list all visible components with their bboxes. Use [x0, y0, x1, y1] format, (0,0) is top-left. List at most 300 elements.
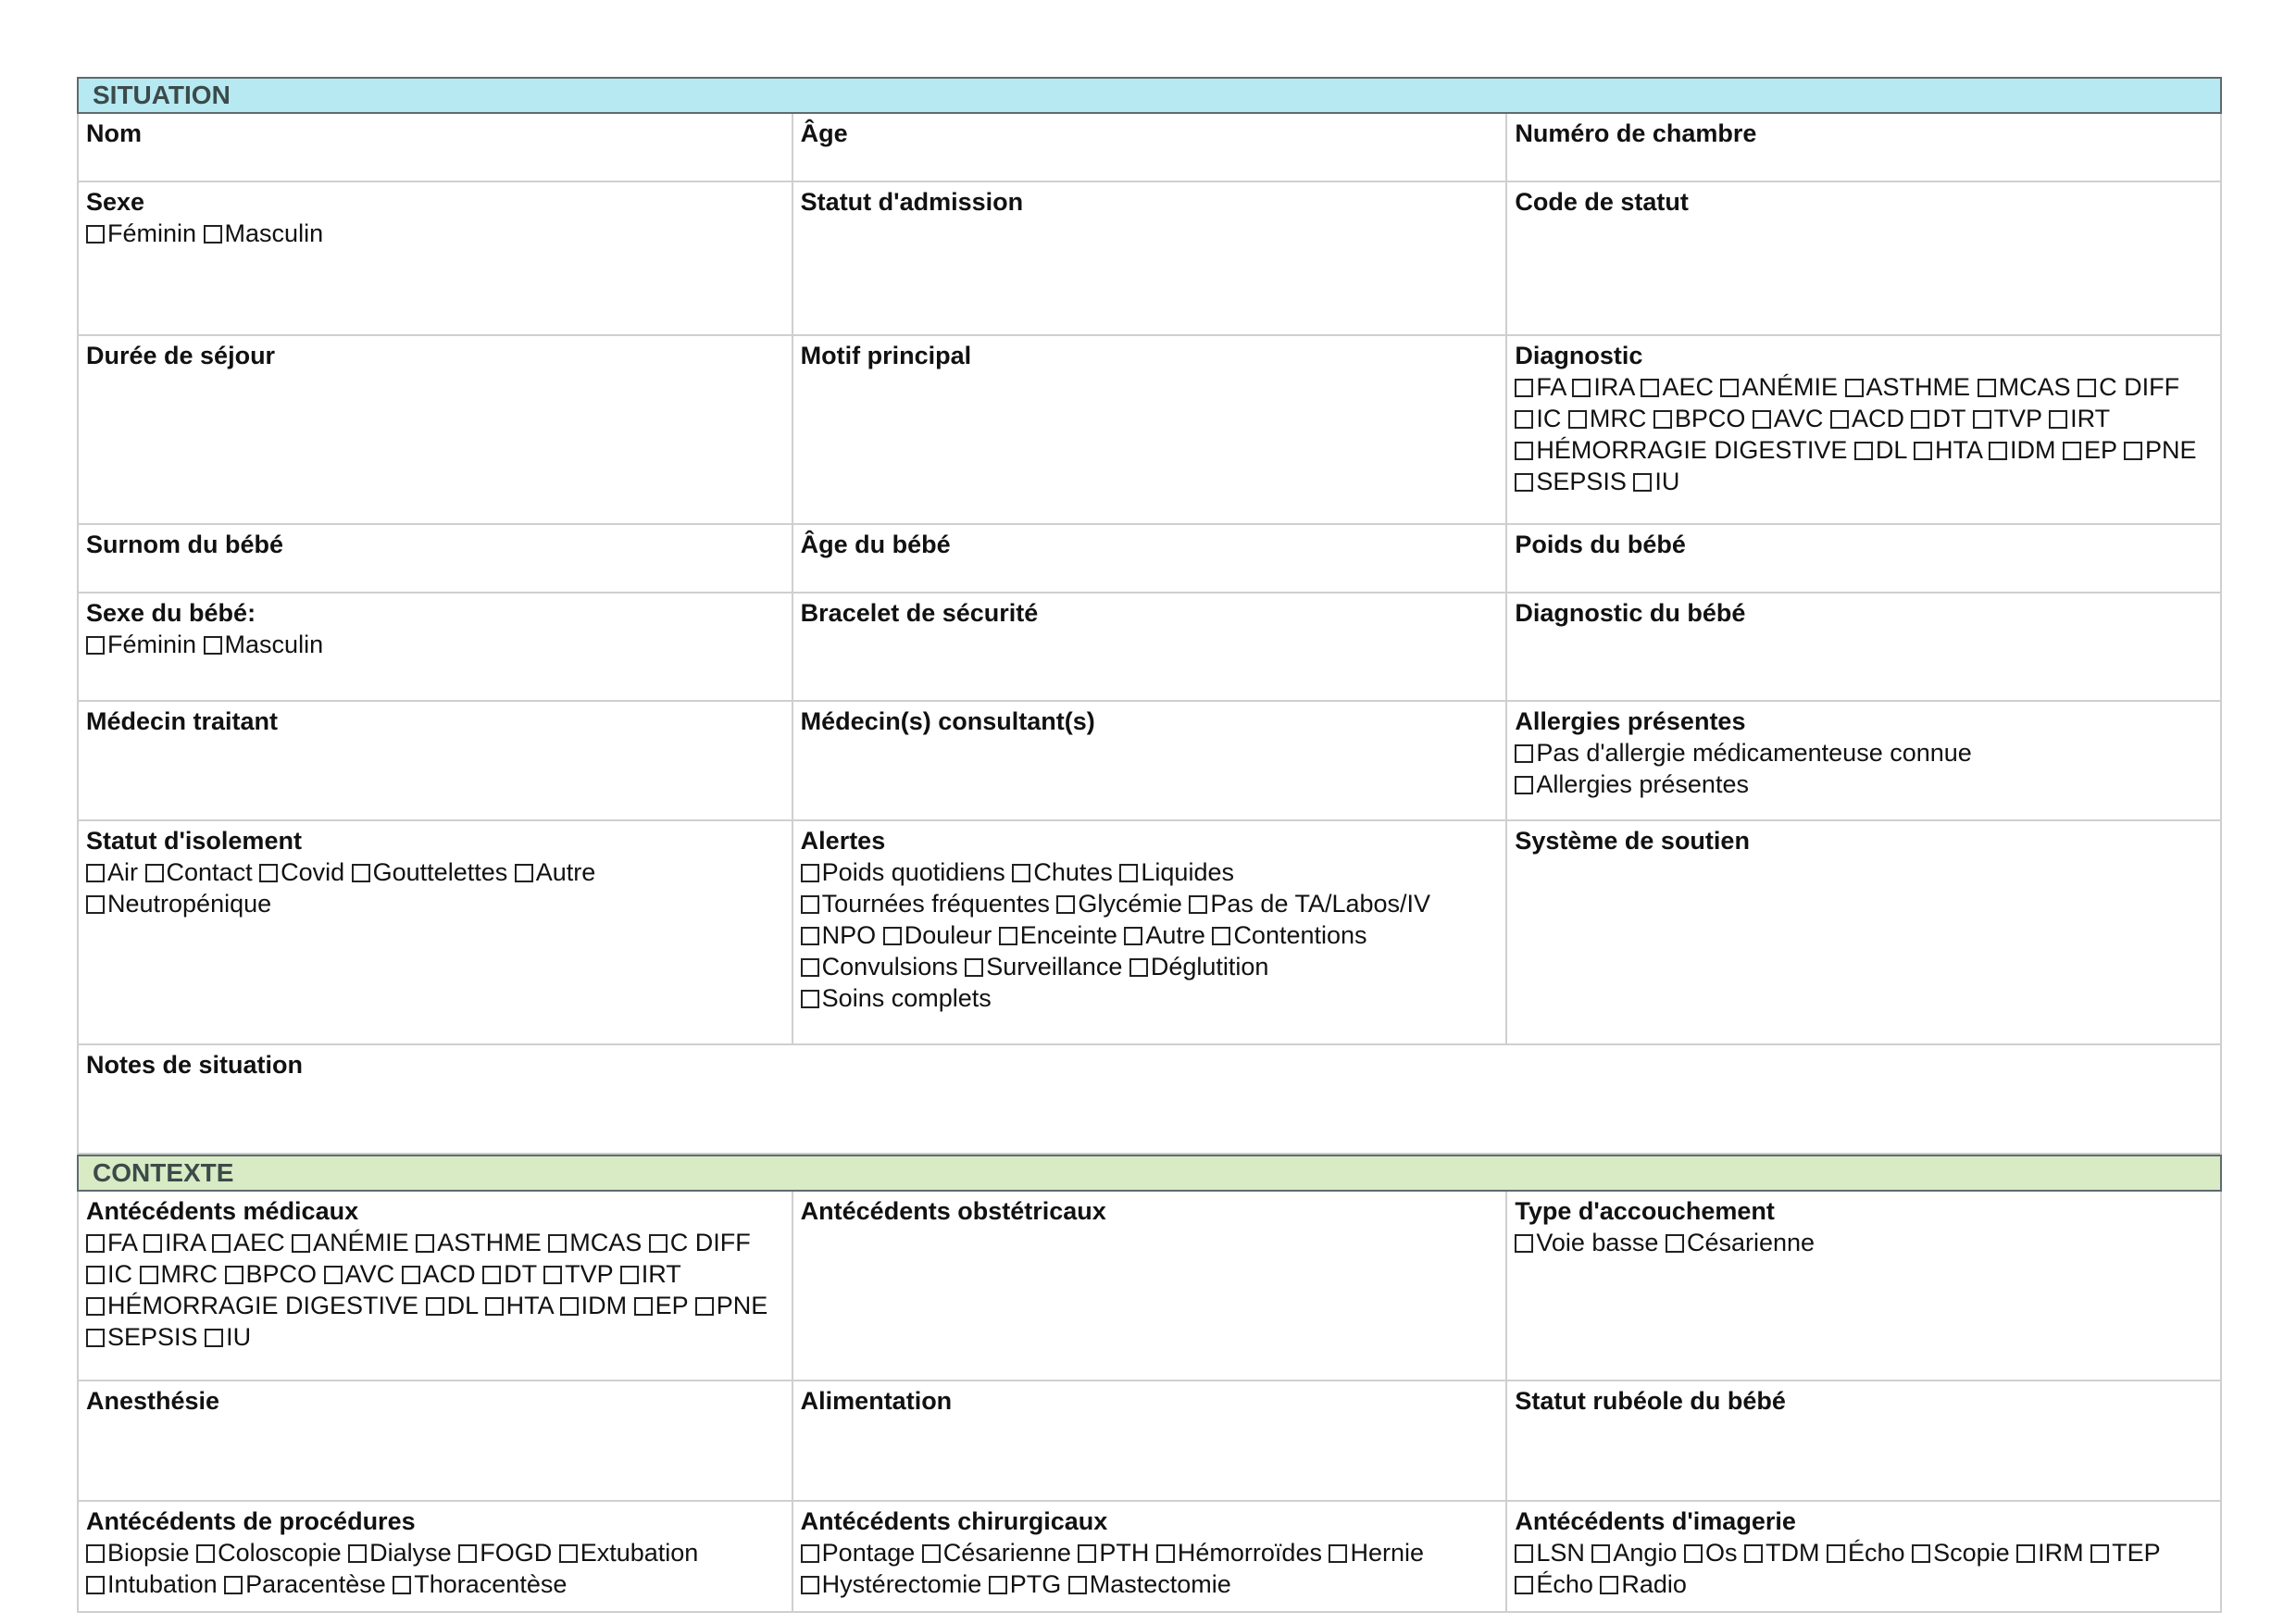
checkbox-option[interactable] [1515, 739, 1971, 767]
checkbox-option[interactable] [86, 890, 271, 918]
checkbox-icon[interactable] [1124, 927, 1142, 945]
checkbox-icon[interactable] [1989, 442, 2007, 460]
checkbox-option[interactable] [801, 1570, 982, 1598]
checkbox-icon[interactable] [352, 864, 370, 882]
checkbox-icon[interactable] [1515, 442, 1533, 460]
field-poids-du-bebe[interactable] [1507, 525, 2220, 592]
checkbox-line [801, 919, 1499, 951]
checkbox-option[interactable] [2016, 1539, 2084, 1567]
checkbox-option[interactable] [1124, 921, 1205, 949]
checkbox-icon[interactable] [2124, 442, 2142, 460]
checkbox-icon[interactable] [543, 1266, 562, 1284]
checkbox-option[interactable] [543, 1260, 613, 1288]
field-anesthesie[interactable] [79, 1381, 793, 1500]
checkbox-option[interactable] [801, 858, 1005, 886]
checkbox-option[interactable] [1911, 405, 1965, 432]
checkbox-option[interactable] [1973, 405, 2042, 432]
checkbox-icon[interactable] [1189, 895, 1207, 914]
field-antecedents-medicaux[interactable] [79, 1192, 793, 1380]
checkbox-icon[interactable] [1633, 473, 1652, 492]
checkbox-option[interactable] [1012, 858, 1113, 886]
checkbox-icon[interactable] [1720, 379, 1739, 397]
checkbox-option[interactable] [1720, 373, 1838, 401]
checkbox-icon[interactable] [140, 1266, 158, 1284]
checkbox-option[interactable] [1653, 405, 1746, 432]
checkbox-option[interactable] [634, 1292, 689, 1319]
form-row [77, 525, 2222, 593]
checkbox-icon[interactable] [1068, 1576, 1087, 1594]
checkbox-option[interactable] [204, 219, 324, 247]
checkbox-icon[interactable] [1056, 895, 1075, 914]
checkbox-icon[interactable] [482, 1266, 501, 1284]
checkbox-icon[interactable] [426, 1297, 444, 1316]
checkbox-icon[interactable] [548, 1234, 567, 1253]
field-label: Code de statut [1515, 188, 1689, 216]
checkbox-label: Biopsie [107, 1539, 190, 1567]
checkbox-icon[interactable] [324, 1266, 343, 1284]
checkbox-option[interactable] [225, 1260, 318, 1288]
checkbox-icon[interactable] [1012, 864, 1030, 882]
form-row [77, 114, 2222, 182]
field-label: Nom [86, 119, 142, 147]
checkbox-option[interactable] [1633, 468, 1679, 495]
field-nom[interactable] [79, 114, 793, 181]
checkbox-icon[interactable] [144, 1234, 162, 1253]
checkbox-label: Angio [1613, 1539, 1678, 1567]
checkbox-label: TDM [1766, 1539, 1820, 1567]
checkbox-icon[interactable] [801, 927, 819, 945]
checkbox-option[interactable] [1989, 436, 2056, 464]
field-alertes[interactable] [793, 821, 1508, 1043]
checkbox-label: C DIFF [669, 1229, 751, 1256]
checkbox-option[interactable] [144, 1229, 206, 1256]
checkbox-icon[interactable] [1515, 1234, 1533, 1253]
checkbox-icon[interactable] [224, 1576, 243, 1594]
field-statut-rubeole-du-bebe[interactable] [1507, 1381, 2220, 1500]
checkbox-label: MCAS [1998, 373, 2071, 401]
checkbox-icon[interactable] [485, 1297, 504, 1316]
checkbox-option[interactable] [801, 921, 877, 949]
checkbox-option[interactable] [695, 1292, 768, 1319]
checkbox-option[interactable] [1845, 373, 1971, 401]
checkbox-label: EP [655, 1292, 689, 1319]
checkbox-icon[interactable] [196, 1544, 215, 1563]
checkbox-option[interactable] [224, 1570, 386, 1598]
form-row [77, 182, 2222, 336]
checkbox-icon[interactable] [1827, 1544, 1845, 1563]
checkbox-option[interactable] [292, 1229, 409, 1256]
checkbox-option[interactable] [1515, 770, 1749, 798]
field-label: Allergies présentes [1515, 707, 1746, 735]
field-label: Durée de séjour [86, 342, 276, 369]
checkbox-icon[interactable] [560, 1297, 579, 1316]
checkbox-icon[interactable] [649, 1234, 668, 1253]
checkbox-label: SEPSIS [1536, 468, 1627, 495]
checkbox-label: Pas d'allergie médicamenteuse connue [1536, 739, 1972, 767]
checkbox-option[interactable] [1666, 1229, 1815, 1256]
checkbox-label: MRC [1589, 405, 1647, 432]
field-numero-de-chambre[interactable] [1507, 114, 2220, 181]
checkbox-icon[interactable] [559, 1544, 578, 1563]
checkbox-label: IRT [641, 1260, 681, 1288]
checkbox-label: SEPSIS [107, 1323, 198, 1351]
checkbox-icon[interactable] [86, 1544, 105, 1563]
checkbox-option[interactable] [801, 984, 992, 1012]
checkbox-icon[interactable] [1845, 379, 1864, 397]
checkbox-line [1515, 1537, 2213, 1568]
checkbox-option[interactable] [402, 1260, 476, 1288]
checkbox-icon[interactable] [393, 1576, 411, 1594]
checkbox-option[interactable] [999, 921, 1117, 949]
checkbox-icon[interactable] [1744, 1544, 1763, 1563]
field-medecin-traitant[interactable] [79, 702, 793, 819]
checkbox-icon[interactable] [1568, 410, 1587, 429]
field-statut-d-admission[interactable] [793, 182, 1508, 334]
field-label: Type d'accouchement [1515, 1197, 1775, 1225]
checkbox-option[interactable] [989, 1570, 1062, 1598]
section-header-situation: SITUATION [77, 77, 2222, 114]
field-bracelet-de-securite[interactable] [793, 593, 1508, 700]
checkbox-option[interactable] [1515, 405, 1561, 432]
checkbox-icon[interactable] [695, 1297, 714, 1316]
checkbox-icon[interactable] [1591, 1544, 1610, 1563]
checkbox-option[interactable] [560, 1292, 628, 1319]
checkbox-option[interactable] [1854, 436, 1907, 464]
checkbox-icon[interactable] [1600, 1576, 1618, 1594]
field-alimentation[interactable] [793, 1381, 1508, 1500]
checkbox-icon[interactable] [1515, 744, 1533, 763]
checkbox-option[interactable] [86, 1570, 218, 1598]
checkbox-line [86, 1537, 784, 1568]
checkbox-icon[interactable] [1641, 379, 1659, 397]
field-label: Âge [800, 119, 848, 147]
field-medecin-s-consultant-s[interactable] [793, 702, 1508, 819]
checkbox-option[interactable] [1068, 1570, 1231, 1598]
checkbox-line [86, 856, 784, 888]
field-age-du-bebe[interactable] [793, 525, 1508, 592]
field-label: Numéro de chambre [1515, 119, 1757, 147]
checkbox-icon[interactable] [1973, 410, 1991, 429]
checkbox-option[interactable] [1912, 1539, 2010, 1567]
checkbox-label: Déglutition [1150, 953, 1269, 981]
checkbox-icon[interactable] [86, 1329, 105, 1347]
checkbox-option[interactable] [1572, 373, 1634, 401]
field-antecedents-obstetricaux[interactable] [793, 1192, 1508, 1380]
checkbox-option[interactable] [205, 1323, 251, 1351]
checkbox-line [1515, 466, 2213, 497]
checkbox-label: ASTHME [437, 1229, 542, 1256]
checkbox-label: ASTHME [1866, 373, 1971, 401]
checkbox-option[interactable] [1753, 405, 1824, 432]
checkbox-option[interactable] [1156, 1539, 1322, 1567]
checkbox-option[interactable] [352, 858, 508, 886]
checkbox-group [1515, 737, 2213, 800]
field-age[interactable] [793, 114, 1508, 181]
checkbox-option[interactable] [1119, 858, 1234, 886]
checkbox-icon[interactable] [416, 1234, 434, 1253]
checkbox-icon[interactable] [801, 864, 819, 882]
checkbox-option[interactable] [416, 1229, 542, 1256]
checkbox-option[interactable] [649, 1229, 751, 1256]
checkbox-option[interactable] [2078, 373, 2179, 401]
checkbox-icon[interactable] [2016, 1544, 2035, 1563]
checkbox-label: Pas de TA/Labos/IV [1210, 890, 1431, 918]
checkbox-label: Tournées fréquentes [821, 890, 1050, 918]
checkbox-icon[interactable] [2090, 1544, 2109, 1563]
checkbox-option[interactable] [1600, 1570, 1687, 1598]
checkbox-icon[interactable] [1515, 1544, 1533, 1563]
field-label: Médecin(s) consultant(s) [800, 707, 1095, 735]
checkbox-option[interactable] [801, 890, 1050, 918]
checkbox-option[interactable] [86, 219, 196, 247]
checkbox-option[interactable] [145, 858, 253, 886]
checkbox-icon[interactable] [1914, 442, 1932, 460]
checkbox-option[interactable] [548, 1229, 642, 1256]
checkbox-icon[interactable] [86, 1576, 105, 1594]
checkbox-option[interactable] [883, 921, 992, 949]
checkbox-option[interactable] [965, 953, 1122, 981]
checkbox-option[interactable] [324, 1260, 395, 1288]
checkbox-icon[interactable] [989, 1576, 1007, 1594]
checkbox-label: Contact [166, 858, 253, 886]
checkbox-option[interactable] [458, 1539, 552, 1567]
checkbox-icon[interactable] [225, 1266, 243, 1284]
field-surnom-du-bebe[interactable] [79, 525, 793, 592]
field-systeme-de-soutien[interactable] [1507, 821, 2220, 1043]
checkbox-label: Enceinte [1019, 921, 1117, 949]
checkbox-option[interactable] [204, 631, 324, 658]
checkbox-icon[interactable] [86, 864, 105, 882]
checkbox-option[interactable] [1129, 953, 1269, 981]
checkbox-icon[interactable] [1684, 1544, 1703, 1563]
checkbox-option[interactable] [1515, 373, 1566, 401]
checkbox-icon[interactable] [145, 864, 164, 882]
field-diagnostic[interactable] [1507, 336, 2220, 523]
field-label: Alertes [800, 827, 886, 855]
checkbox-icon[interactable] [1653, 410, 1672, 429]
checkbox-option[interactable] [348, 1539, 452, 1567]
checkbox-label: AVC [1773, 405, 1824, 432]
checkbox-option[interactable] [801, 953, 958, 981]
checkbox-label: DL [446, 1292, 479, 1319]
checkbox-label: IRA [1593, 373, 1634, 401]
checkbox-icon[interactable] [1156, 1544, 1175, 1563]
checkbox-icon[interactable] [86, 1234, 105, 1253]
field-allergies-presentes[interactable] [1507, 702, 2220, 819]
checkbox-option[interactable] [482, 1260, 537, 1288]
checkbox-option[interactable] [86, 1539, 190, 1567]
checkbox-icon[interactable] [1854, 442, 1873, 460]
checkbox-option[interactable] [86, 858, 138, 886]
field-sexe-du-bebe[interactable] [79, 593, 793, 700]
checkbox-option[interactable] [86, 1323, 198, 1351]
checkbox-icon[interactable] [883, 927, 902, 945]
checkbox-line [801, 888, 1499, 919]
checkbox-option[interactable] [1515, 1570, 1593, 1598]
field-type-d-accouchement[interactable] [1507, 1192, 2220, 1380]
checkbox-option[interactable] [1515, 1229, 1658, 1256]
checkbox-icon[interactable] [1830, 410, 1849, 429]
checkbox-option[interactable] [1914, 436, 1982, 464]
checkbox-label: Liquides [1141, 858, 1234, 886]
checkbox-option[interactable] [426, 1292, 479, 1319]
checkbox-icon[interactable] [2063, 442, 2081, 460]
checkbox-icon[interactable] [205, 1329, 223, 1347]
field-antecedents-d-imagerie[interactable] [1507, 1502, 2220, 1611]
checkbox-option[interactable] [559, 1539, 699, 1567]
checkbox-icon[interactable] [1515, 1576, 1533, 1594]
checkbox-label: ANÉMIE [1741, 373, 1839, 401]
checkbox-option[interactable] [1515, 468, 1627, 495]
checkbox-option[interactable] [1329, 1539, 1424, 1567]
checkbox-icon[interactable] [402, 1266, 420, 1284]
field-statut-d-isolement[interactable] [79, 821, 793, 1043]
checkbox-option[interactable] [2063, 436, 2117, 464]
checkbox-icon[interactable] [204, 225, 222, 244]
checkbox-option[interactable] [801, 1539, 916, 1567]
field-sexe[interactable] [79, 182, 793, 334]
checkbox-option[interactable] [1591, 1539, 1677, 1567]
checkbox-icon[interactable] [965, 958, 983, 977]
section-grid-contexte [77, 1192, 2222, 1613]
checkbox-icon[interactable] [458, 1544, 477, 1563]
checkbox-icon[interactable] [1515, 776, 1533, 794]
checkbox-icon[interactable] [1911, 410, 1929, 429]
checkbox-icon[interactable] [212, 1234, 231, 1253]
checkbox-option[interactable] [86, 1292, 418, 1319]
checkbox-label: Masculin [224, 631, 324, 658]
checkbox-icon[interactable] [801, 1544, 819, 1563]
checkbox-option[interactable] [2090, 1539, 2161, 1567]
checkbox-option[interactable] [1515, 1539, 1585, 1567]
checkbox-label: IDM [580, 1292, 628, 1319]
checkbox-option[interactable] [1830, 405, 1904, 432]
checkbox-option[interactable] [620, 1260, 681, 1288]
checkbox-option[interactable] [1212, 921, 1366, 949]
checkbox-icon[interactable] [259, 864, 278, 882]
checkbox-label: Voie basse [1536, 1229, 1659, 1256]
checkbox-option[interactable] [1515, 436, 1847, 464]
checkbox-option[interactable] [2124, 436, 2197, 464]
checkbox-icon[interactable] [1119, 864, 1138, 882]
checkbox-line [801, 1537, 1499, 1568]
checkbox-icon[interactable] [2049, 410, 2067, 429]
checkbox-group [86, 218, 784, 249]
checkbox-option[interactable] [1684, 1539, 1738, 1567]
form-row [77, 1502, 2222, 1613]
field-label: Motif principal [800, 342, 972, 369]
checkbox-icon[interactable] [999, 927, 1017, 945]
checkbox-icon[interactable] [1572, 379, 1591, 397]
checkbox-icon[interactable] [86, 636, 105, 655]
checkbox-icon[interactable] [1515, 473, 1533, 492]
checkbox-icon[interactable] [1515, 379, 1533, 397]
checkbox-option[interactable] [393, 1570, 567, 1598]
field-code-de-statut[interactable] [1507, 182, 2220, 334]
checkbox-icon[interactable] [801, 895, 819, 914]
checkbox-option[interactable] [259, 858, 344, 886]
checkbox-option[interactable] [86, 1229, 137, 1256]
checkbox-icon[interactable] [86, 895, 105, 914]
field-motif-principal[interactable] [793, 336, 1508, 523]
checkbox-option[interactable] [922, 1539, 1071, 1567]
checkbox-icon[interactable] [2078, 379, 2096, 397]
checkbox-icon[interactable] [1666, 1234, 1684, 1253]
field-antecedents-de-procedures[interactable] [79, 1502, 793, 1611]
form-row [77, 1045, 2222, 1155]
checkbox-option[interactable] [1189, 890, 1430, 918]
field-diagnostic-du-bebe[interactable] [1507, 593, 2220, 700]
checkbox-label: DT [1932, 405, 1965, 432]
checkbox-option[interactable] [2049, 405, 2110, 432]
checkbox-label: Intubation [107, 1570, 218, 1598]
checkbox-icon[interactable] [922, 1544, 941, 1563]
checkbox-label: C DIFF [2099, 373, 2180, 401]
checkbox-option[interactable] [1078, 1539, 1149, 1567]
checkbox-option[interactable] [1568, 405, 1647, 432]
checkbox-icon[interactable] [1515, 410, 1533, 429]
checkbox-option[interactable] [212, 1229, 285, 1256]
form-row [77, 821, 2222, 1045]
checkbox-label: ACD [422, 1260, 476, 1288]
checkbox-icon[interactable] [1978, 379, 1996, 397]
field-notes-de-situation[interactable] [79, 1045, 2220, 1153]
checkbox-icon[interactable] [801, 1576, 819, 1594]
checkbox-option[interactable] [1978, 373, 2071, 401]
checkbox-option[interactable] [1641, 373, 1714, 401]
checkbox-icon[interactable] [1078, 1544, 1096, 1563]
checkbox-icon[interactable] [620, 1266, 639, 1284]
checkbox-label: Neutropénique [107, 890, 272, 918]
checkbox-option[interactable] [515, 858, 596, 886]
checkbox-icon[interactable] [1912, 1544, 1930, 1563]
checkbox-option[interactable] [1056, 890, 1182, 918]
checkbox-option[interactable] [86, 631, 196, 658]
checkbox-icon[interactable] [292, 1234, 310, 1253]
checkbox-label: Mastectomie [1089, 1570, 1231, 1598]
field-antecedents-chirurgicaux[interactable] [793, 1502, 1508, 1611]
checkbox-line [801, 856, 1499, 888]
checkbox-icon[interactable] [204, 636, 222, 655]
checkbox-label: Air [107, 858, 138, 886]
checkbox-icon[interactable] [801, 990, 819, 1008]
checkbox-icon[interactable] [634, 1297, 653, 1316]
checkbox-option[interactable] [86, 1260, 132, 1288]
field-duree-de-sejour[interactable] [79, 336, 793, 523]
checkbox-label: HÉMORRAGIE DIGESTIVE [107, 1292, 419, 1319]
checkbox-option[interactable] [1744, 1539, 1819, 1567]
checkbox-icon[interactable] [86, 1266, 105, 1284]
checkbox-label: FA [107, 1229, 137, 1256]
checkbox-icon[interactable] [515, 864, 533, 882]
checkbox-label: AEC [1662, 373, 1714, 401]
checkbox-icon[interactable] [1212, 927, 1230, 945]
checkbox-option[interactable] [140, 1260, 218, 1288]
checkbox-icon[interactable] [1753, 410, 1771, 429]
checkbox-option[interactable] [485, 1292, 554, 1319]
checkbox-icon[interactable] [348, 1544, 367, 1563]
checkbox-icon[interactable] [86, 1297, 105, 1316]
checkbox-label: IRT [2070, 405, 2111, 432]
checkbox-icon[interactable] [86, 225, 105, 244]
checkbox-option[interactable] [1827, 1539, 1905, 1567]
checkbox-line [1515, 434, 2213, 466]
checkbox-icon[interactable] [1129, 958, 1148, 977]
checkbox-icon[interactable] [801, 958, 819, 977]
checkbox-icon[interactable] [1329, 1544, 1347, 1563]
checkbox-label: Féminin [107, 631, 197, 658]
checkbox-option[interactable] [196, 1539, 342, 1567]
